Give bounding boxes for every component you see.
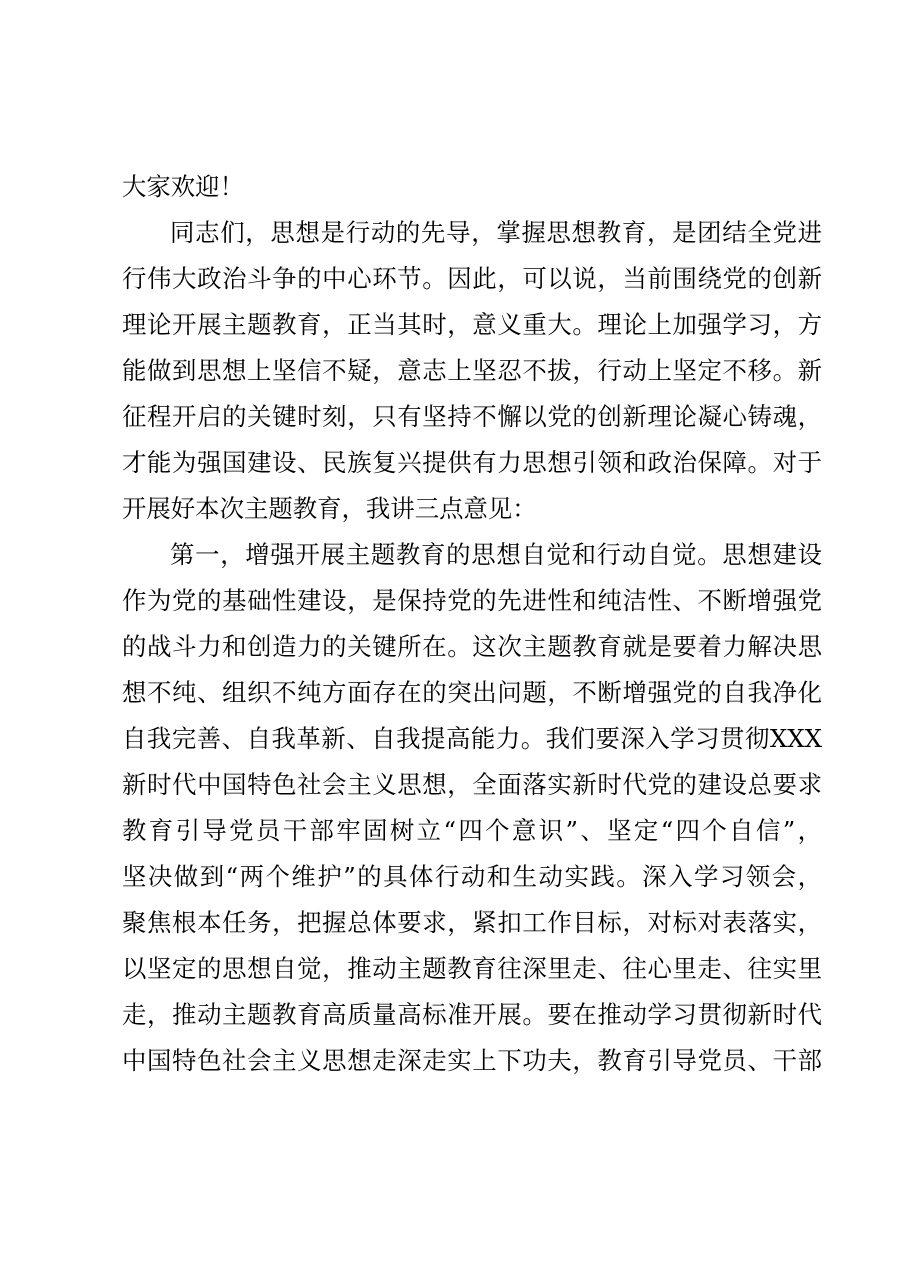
text-line: 聚焦根本任务，把握总体要求，紧扣工作目标，对标对表落实， — [122, 908, 822, 937]
text-line: 大家欢迎！ — [122, 172, 244, 201]
text-line: 以坚定的思想自觉，推动主题教育往深里走、往心里走、往实里 — [122, 954, 822, 983]
text-line: 第一，增强开展主题教育的思想自觉和行动自觉。思想建设 — [170, 540, 822, 569]
text-line: 新时代中国特色社会主义思想，全面落实新时代党的建设总要求 — [122, 770, 822, 799]
text-line: 的战斗力和创造力的关键所在。这次主题教育就是要着力解决思 — [122, 632, 822, 661]
text-line: 理论开展主题教育，正当其时，意义重大。理论上加强学习，方 — [122, 310, 822, 339]
text-line: 想不纯、组织不纯方面存在的突出问题，不断增强党的自我净化 — [122, 678, 822, 707]
text-line: 自我完善、自我革新、自我提高能力。我们要深入学习贯彻XXX — [122, 724, 822, 753]
text-line: 征程开启的关键时刻，只有坚持不懈以党的创新理论凝心铸魂， — [122, 402, 822, 431]
text-line: 才能为强国建设、民族复兴提供有力思想引领和政治保障。对于 — [122, 448, 822, 477]
text-line: 开展好本次主题教育，我讲三点意见： — [122, 494, 537, 523]
text-line: 坚决做到“两个维护”的具体行动和生动实践。深入学习领会， — [122, 862, 822, 891]
text-line: 教育引导党员干部牢固树立“四个意识”、坚定“四个自信”， — [122, 816, 822, 845]
text-line: 中国特色社会主义思想走深走实上下功夫，教育引导党员、干部 — [122, 1046, 822, 1075]
body-text — [122, 164, 822, 1084]
text-line: 走，推动主题教育高质量高标准开展。要在推动学习贯彻新时代 — [122, 1000, 822, 1029]
text-line: 同志们，思想是行动的先导，掌握思想教育，是团结全党进 — [170, 218, 822, 247]
text-line: 行伟大政治斗争的中心环节。因此，可以说，当前围绕党的创新 — [122, 264, 822, 293]
text-line: 作为党的基础性建设，是保持党的先进性和纯洁性、不断增强党 — [122, 586, 822, 615]
text-line: 能做到思想上坚信不疑，意志上坚忍不拔，行动上坚定不移。新 — [122, 356, 822, 385]
